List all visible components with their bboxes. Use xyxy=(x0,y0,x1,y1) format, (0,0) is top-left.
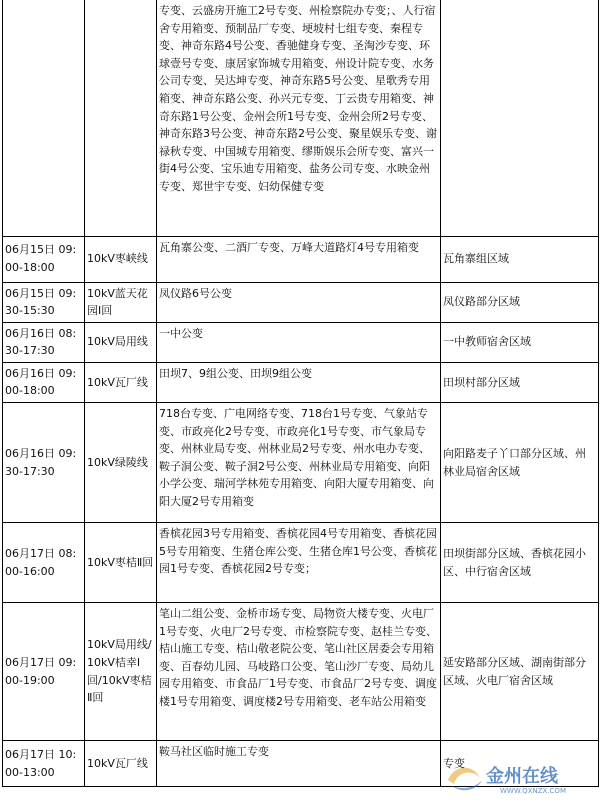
line-name-cell: 10kV局用线/10kV桔幸Ⅰ回/10kV枣桔Ⅱ回 xyxy=(85,603,157,741)
affected-area-cell: 凤仪路部分区域 xyxy=(441,282,599,322)
table-row xyxy=(3,282,599,322)
line-name-cell: 10kV绿陵线 xyxy=(85,403,157,523)
watermark-swirl-icon xyxy=(448,768,482,791)
site-watermark-logo xyxy=(440,758,590,798)
outage-time-cell: 06月17日 08:00-16:00 xyxy=(3,523,85,603)
table-row xyxy=(3,603,599,741)
substation-list-cell: 笔山二组公变、金桥市场专变、局物资大楼专变、火电厂1号专变、火电厂2号专变、市检察院专变、赵桂兰专变、桔山施工专变、桔山敬老院公变、笔山社区居委会专用箱变、百春幼儿园、马岐路口公变、笔山沙厂专变、局幼儿园专用箱变、市食品厂1号专变、市食品厂2号专变、调度楼1号专用箱变、调度楼2号专用箱变、老车站公用箱变 xyxy=(157,603,441,741)
line-name-cell: 10kV局用线 xyxy=(85,322,157,362)
outage-time-cell: 06月16日 08:30-17:30 xyxy=(3,322,85,362)
table-row xyxy=(3,322,599,362)
affected-area-cell: 专变 xyxy=(441,741,599,787)
outage-time-cell: 06月16日 09:30-17:30 xyxy=(3,403,85,523)
substation-list-cell: 鞍马社区临时施工专变 xyxy=(157,741,441,787)
outage-time-cell: 06月15日 09:30-15:30 xyxy=(3,282,85,322)
table-row xyxy=(3,0,599,236)
table-row xyxy=(3,236,599,282)
watermark-brand: 金州在线 xyxy=(486,766,558,787)
outage-time-cell: 06月15日 09:00-18:00 xyxy=(3,236,85,282)
table-row xyxy=(3,403,599,523)
affected-area-cell: 向阳路麦子丫口部分区域、州林业局宿舍区域 xyxy=(441,403,599,523)
affected-area-cell: 田坝村部分区域 xyxy=(441,362,599,402)
substation-list-cell: 718台专变、广电网络专变、718台1号专变、气象站专变、市政亮化2号专变、市政亮化1号专变、市气象局专变、州林业局专变、州林业局2号专变、州水电办专变、鞍子洞公变、鞍子洞2号公变、州林业局专用箱变、向阳小学公变、瑞河学林苑专用箱变、向阳大厦专用箱变、向阳大厦2号专用箱变 xyxy=(157,403,441,523)
affected-area-cell xyxy=(441,0,599,236)
line-name-cell: 10kV蓝天花园Ⅰ回 xyxy=(85,282,157,322)
outage-schedule-table xyxy=(2,0,599,787)
line-name-cell: 10kV瓦厂线 xyxy=(85,362,157,402)
substation-list-cell: 瓦角寨公变、二酒厂专变、万峰大道路灯4号专用箱变 xyxy=(157,236,441,282)
watermark-url: WWW.QXNZX.COM xyxy=(500,787,566,795)
outage-time-cell: 06月17日 09:00-19:00 xyxy=(3,603,85,741)
table-row xyxy=(3,362,599,402)
line-name-cell: 10kV瓦厂线 xyxy=(85,741,157,787)
substation-list-cell: 一中公变 xyxy=(157,322,441,362)
affected-area-cell: 一中教师宿舍区域 xyxy=(441,322,599,362)
line-name-cell xyxy=(85,0,157,236)
table-row xyxy=(3,523,599,603)
substation-list-cell: 凤仪路6号公变 xyxy=(157,282,441,322)
affected-area-cell: 延安路部分区域、湖南街部分区域、火电厂宿舍区域 xyxy=(441,603,599,741)
affected-area-cell: 瓦角寨组区域 xyxy=(441,236,599,282)
line-name-cell: 10kV枣峡线 xyxy=(85,236,157,282)
outage-time-cell xyxy=(3,0,85,236)
substation-list-cell: 香槟花园3号专用箱变、香槟花园4号专用箱变、香槟花园5号专用箱变、生猪仓库公变、生猪仓库1号公变、香槟花园1号专变、香槟花园2号专变； xyxy=(157,523,441,603)
line-name-cell: 10kV枣桔Ⅱ回 xyxy=(85,523,157,603)
outage-time-cell: 06月16日 09:00-18:00 xyxy=(3,362,85,402)
substation-list-cell: 专变、云盛房开施工2号专变、州检察院办专变；、人行宿舍专用箱变、预制品厂专变、埂坡村七组专变、秦程专变、神奇东路4号公变、香驰健身专变、圣淘沙专变、环球壹号专变、康居家饰城专用箱变、州设计院专变、水务公司专变、吴达坤专变、神奇东路5号公变、星歌秀专用箱变、神奇东路公变、孙兴元专变、丁云贵专用箱变、神奇东路1号公变、金州会所1号专变、金州会所2号专变、神奇东路3号公变、神奇东路2号公变、聚星娱乐专变、谢禄秋专变、中国城专用箱变、缪斯娱乐会所专变、富兴一街4号公变、宝乐迪专用箱变、盐务公司专变、水映金州专变、郑世宇专变、妇幼保健专变 xyxy=(157,0,441,236)
outage-time-cell: 06月17日 10:00-13:00 xyxy=(3,741,85,787)
substation-list-cell: 田坝7、9组公变、田坝9组公变 xyxy=(157,362,441,402)
affected-area-cell: 田坝街部分区域、香槟花园小区、中行宿舍区域 xyxy=(441,523,599,603)
